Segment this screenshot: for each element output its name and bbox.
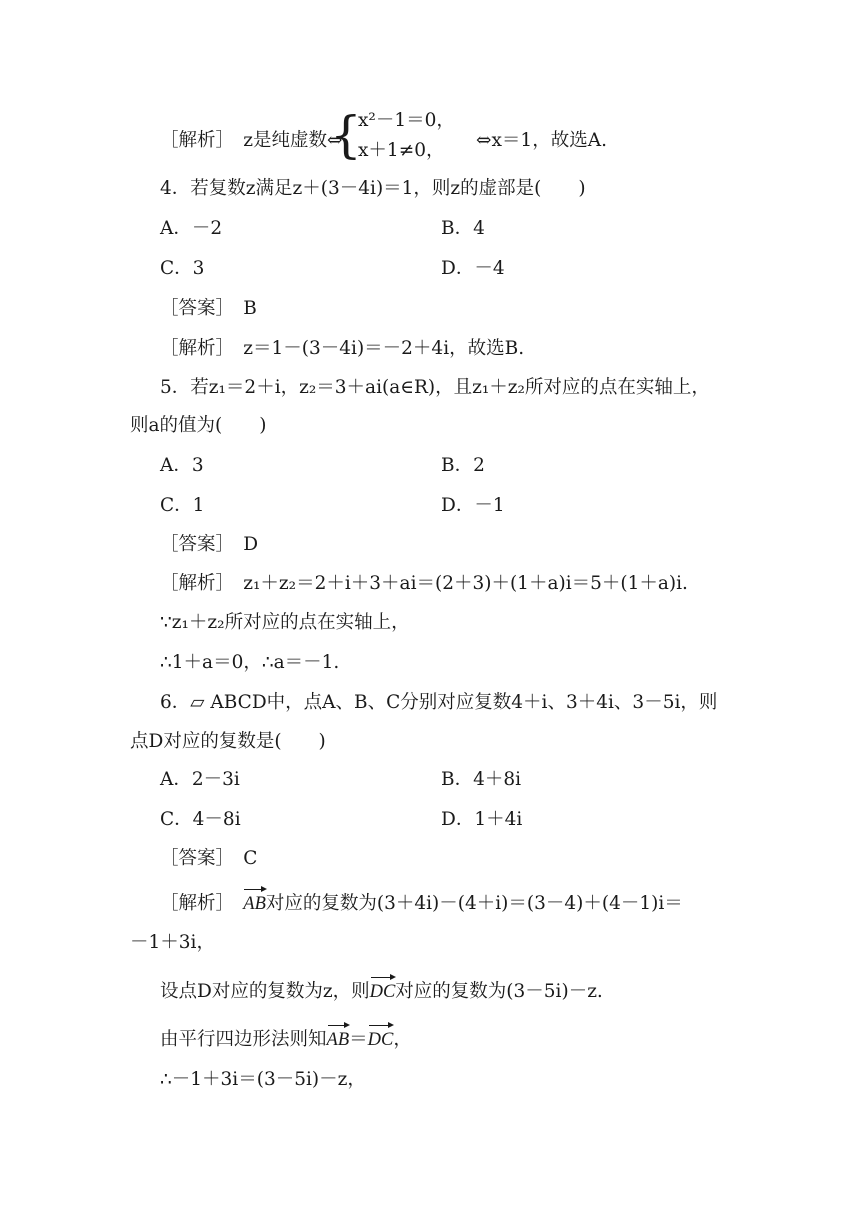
system-equation-2: x＋1≠0， — [358, 140, 445, 161]
solution-prefix: ［解析］ — [160, 893, 244, 914]
question-6-line-2: 点D对应的复数是( ) — [130, 731, 326, 752]
question-5-line-1: 5．若z₁＝2＋i，z₂＝3＋ai(a∈R)，且z₁＋z₂所对应的点在实轴上， — [160, 377, 710, 398]
solution-text: 对应的复数为(3＋4i)－(4＋i)＝(3－4)＋(4－1)i＝ — [265, 893, 683, 914]
option-a: A．2－3i — [160, 769, 240, 790]
question-4: 4．若复数z满足z＋(3－4i)＝1，则z的虚部是( ) — [160, 178, 586, 199]
question-6-line-1: 6．▱ ABCD中，点A、B、C分别对应复数4＋i、3＋4i、3－5i，则 — [160, 692, 718, 713]
solution-line: ∴－1＋3i＝(3－5i)－z， — [160, 1069, 366, 1090]
option-d: D．－4 — [441, 258, 505, 279]
solution-text: 由平行四边形法则知 — [160, 1029, 327, 1050]
option-c: C．3 — [160, 258, 205, 279]
solution-line — [160, 891, 683, 917]
solution-line: ∴1＋a＝0，∴a＝－1. — [160, 652, 340, 673]
question-5-line-2: 则a的值为( ) — [130, 415, 267, 436]
solution-line-q3 — [160, 128, 343, 154]
left-brace: { — [330, 106, 362, 164]
equals-sign: ＝ — [349, 1029, 368, 1050]
option-b: B．4 — [441, 218, 485, 239]
solution-line — [160, 979, 603, 1005]
option-d: D．－1 — [441, 495, 505, 516]
option-a: A．－2 — [160, 218, 223, 239]
solution-text: ［解析］ z是纯虚数⇔ — [160, 130, 343, 151]
vector-dc: DC — [368, 1027, 394, 1053]
vector-ab: AB — [327, 1027, 350, 1053]
solution-line: －1＋3i， — [130, 932, 215, 953]
option-a: A．3 — [160, 455, 204, 476]
system-equation-1: x²－1＝0， — [358, 110, 455, 131]
comma: ， — [393, 1029, 412, 1050]
vector-ab: AB — [243, 891, 266, 917]
answer-line: ［答案］ B — [160, 298, 257, 319]
option-b: B．4＋8i — [441, 769, 522, 790]
answer-line: ［答案］ C — [160, 848, 258, 869]
vector-dc: DC — [370, 979, 396, 1005]
solution-line: ∵z₁＋z₂所对应的点在实轴上， — [160, 612, 410, 633]
solution-line: ［解析］ z₁＋z₂＝2＋i＋3＋ai＝(2＋3)＋(1＋a)i＝5＋(1＋a)i. — [160, 573, 688, 594]
solution-text: 对应的复数为(3－5i)－z. — [395, 981, 603, 1002]
solution-conclusion: ⇔x＝1，故选A. — [476, 130, 607, 151]
option-c: C．4－8i — [160, 809, 241, 830]
answer-line: ［答案］ D — [160, 534, 259, 555]
option-c: C．1 — [160, 495, 205, 516]
solution-line: ［解析］ z＝1－(3－4i)＝－2＋4i，故选B. — [160, 338, 525, 359]
solution-line — [160, 1027, 412, 1053]
option-b: B．2 — [441, 455, 485, 476]
solution-text: 设点D对应的复数为z，则 — [160, 981, 370, 1002]
option-d: D．1＋4i — [441, 809, 523, 830]
